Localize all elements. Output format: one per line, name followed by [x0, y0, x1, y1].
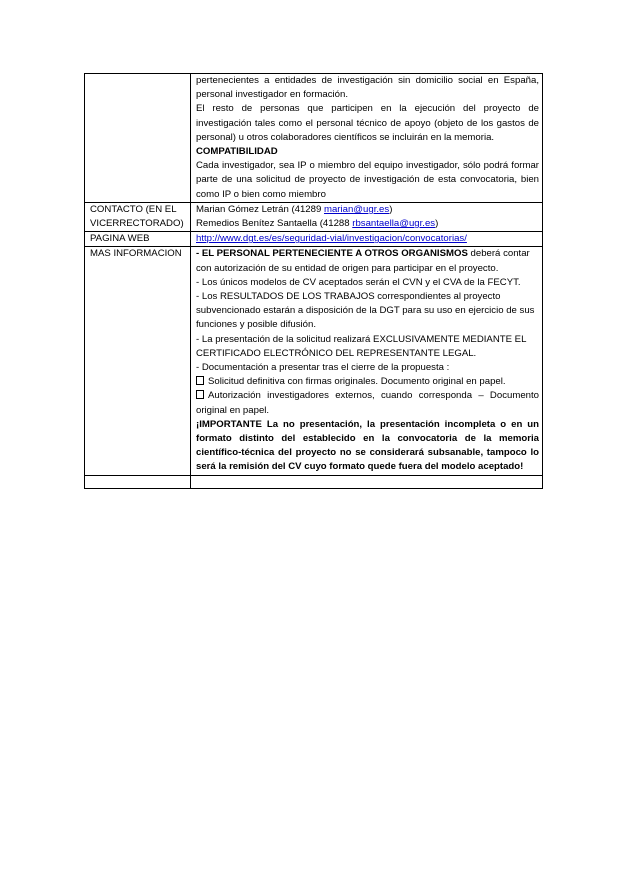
contact-2-text: Remedios Benítez Santaella (41288: [196, 218, 353, 230]
important-notice: ¡IMPORTANTE La no presentación, la presentación incompleta o en un formato distinto del establecido en la convocatoria de la memoria científico-técnica del proyecto no se considerará subsanable, tampoco lo será la remisión del CV cuyo formato quede fuera del modelo aceptado!: [196, 418, 539, 473]
compatibility-text: Cada investigador, sea IP o miembro del equipo investigador, sólo podrá formar parte de una solicitud de proyecto de investigación de esta convocatoria, bien como IP o bien como miembro: [196, 160, 539, 200]
table-row: [85, 232, 543, 247]
info-paragraph-4: - La presentación de la solicitud realizará EXCLUSIVAMENTE MEDIANTE EL CERTIFICADO ELECTRÓNICO DEL REPRESENTANTE LEGAL.: [196, 333, 527, 359]
checkbox-icon: [196, 376, 204, 385]
table-row: [85, 74, 543, 203]
table-row: [85, 247, 543, 475]
doc-item-1: [196, 375, 539, 389]
participants-text-2: El resto de personas que participen en la ejecución del proyecto de investigación tales como el personal técnico de apoyo (objeto de los gastos de personal) u otros colaboradores científicos se incluirán en la memoria.: [196, 103, 539, 143]
table-row: [85, 202, 543, 231]
contact-2-email-link[interactable]: rbsantaella@ugr.es: [352, 218, 436, 230]
more-info-cell: [191, 247, 543, 475]
contact-label: CONTACTO (EN EL VICERRECTORADO): [85, 202, 191, 231]
info-p1-bold: - EL PERSONAL PERTENECIENTE A OTROS ORGANISMOS: [196, 248, 468, 260]
table-row: [85, 475, 543, 488]
contact-line-1: [196, 203, 539, 217]
info-paragraph-5: - Documentación a presentar tras el cierre de la propuesta :: [196, 362, 450, 374]
contact-1-close: ): [389, 203, 393, 215]
empty-cell: [85, 475, 191, 488]
row-label-empty: [85, 74, 191, 203]
info-paragraph-2: - Los únicos modelos de CV aceptados serán el CVN y el CVA de la FECYT.: [196, 276, 521, 288]
doc-item-1-text: Solicitud definitiva con firmas originales. Documento original en papel.: [208, 376, 506, 388]
contact-line-2: [196, 217, 539, 231]
participants-text-1: pertenecientes a entidades de investigación sin domicilio social en España, personal investigador en formación.: [196, 75, 539, 101]
web-url-link[interactable]: http://www.dgt.es/es/seguridad-vial/investigacion/convocatorias/: [196, 233, 467, 245]
more-info-label: MAS INFORMACION: [85, 247, 191, 475]
info-paragraph-3: - Los RESULTADOS DE LOS TRABAJOS correspondientes al proyecto subvencionado estarán a disposición de la DGT para su uso en ejercicio de sus funciones y posible difusión.: [196, 291, 535, 331]
info-paragraph-1: [196, 247, 539, 275]
contact-cell: [191, 202, 543, 231]
info-p1-rest: deberá contar con autorización de su entidad de origen para participar en el proyecto.: [196, 248, 530, 274]
info-table: [84, 73, 543, 489]
participants-cell: [191, 74, 543, 203]
web-label: PAGINA WEB: [85, 232, 191, 247]
checkbox-icon: [196, 390, 204, 399]
doc-item-2: [196, 389, 539, 417]
contact-1-text: Marian Gómez Letrán (41289: [196, 203, 324, 215]
web-cell: [191, 232, 543, 247]
contact-1-email-link[interactable]: marian@ugr.es: [323, 203, 390, 215]
compatibility-heading: COMPATIBILIDAD: [196, 146, 278, 158]
empty-cell: [191, 475, 543, 488]
doc-item-2-text: Autorización investigadores externos, cuando corresponda – Documento original en papel.: [196, 390, 539, 416]
contact-2-close: ): [435, 218, 439, 230]
